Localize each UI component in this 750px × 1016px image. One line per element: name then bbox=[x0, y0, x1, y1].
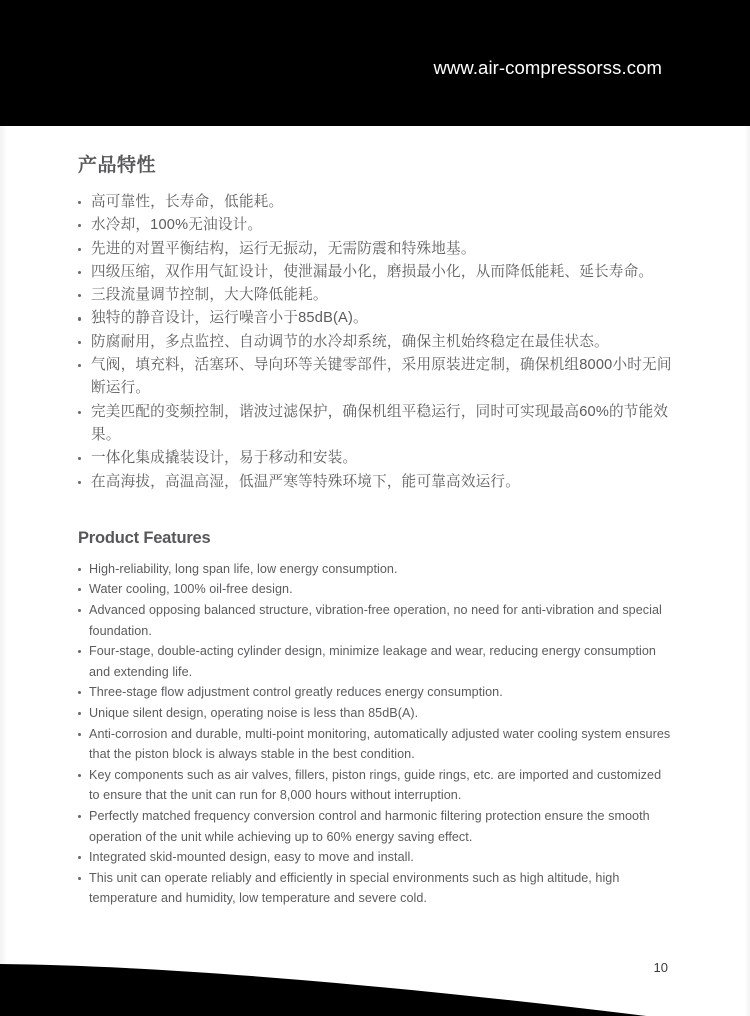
list-item: 先进的对置平衡结构，运行无振动，无需防震和特殊地基。 bbox=[78, 238, 674, 261]
section-spacer bbox=[78, 494, 674, 529]
website-url: www.air-compressorss.com bbox=[433, 57, 662, 78]
list-item: 高可靠性，长寿命，低能耗。 bbox=[78, 191, 674, 214]
section-title-chinese: 产品特性 bbox=[78, 155, 157, 176]
footer-swoosh-decoration bbox=[0, 936, 750, 1016]
list-item: 三段流量调节控制，大大降低能耗。 bbox=[78, 284, 674, 307]
list-item: 一体化集成撬装设计，易于移动和安装。 bbox=[78, 447, 674, 470]
page-edge-shadow-left bbox=[0, 126, 7, 1016]
list-item: Three-stage flow adjustment control greatly reduces energy consumption. bbox=[78, 682, 674, 703]
list-item: Anti-corrosion and durable, multi-point monitoring, automatically adjusted water cooling system ensures that the piston block is always stable in the best condition. bbox=[78, 724, 674, 765]
list-item: 在高海拔，高温高湿，低温严寒等特殊环境下，能可靠高效运行。 bbox=[78, 471, 674, 494]
list-item: Advanced opposing balanced structure, vibration-free operation, no need for anti-vibration and special foundation. bbox=[78, 600, 674, 641]
list-item: 四级压缩，双作用气缸设计，使泄漏最小化，磨损最小化，从而降低能耗、延长寿命。 bbox=[78, 261, 674, 284]
feature-list-chinese bbox=[78, 191, 674, 494]
list-item: Unique silent design, operating noise is less than 85dB(A). bbox=[78, 703, 674, 724]
list-item: Water cooling, 100% oil-free design. bbox=[78, 579, 674, 600]
list-item: 水冷却，100%无油设计。 bbox=[78, 214, 674, 237]
list-item: Four-stage, double-acting cylinder design, minimize leakage and wear, reducing energy consumption and extending life. bbox=[78, 641, 674, 682]
page-edge-shadow-right bbox=[744, 126, 750, 1016]
list-item: This unit can operate reliably and efficiently in special environments such as high altitude, high temperature and humidity, low temperature and severe cold. bbox=[78, 868, 674, 909]
list-item: 防腐耐用，多点监控、自动调节的水冷却系统，确保主机始终稳定在最佳状态。 bbox=[78, 331, 674, 354]
list-item: Key components such as air valves, fillers, piston rings, guide rings, etc. are imported and customized to ensure that the unit can run for 8,000 hours without interruption. bbox=[78, 765, 674, 806]
list-item: High-reliability, long span life, low energy consumption. bbox=[78, 559, 674, 580]
section-title-english: Product Features bbox=[78, 528, 211, 547]
page-content bbox=[78, 150, 674, 909]
page-number: 10 bbox=[653, 960, 668, 975]
list-item: 独特的静音设计，运行噪音小于85dB(A)。 bbox=[78, 307, 674, 330]
list-item: Integrated skid-mounted design, easy to move and install. bbox=[78, 847, 674, 868]
list-item: 气阀，填充料，活塞环、导向环等关键零部件，采用原装进定制，确保机组8000小时无间断运行。 bbox=[78, 354, 674, 401]
list-item: Perfectly matched frequency conversion control and harmonic filtering protection ensure the smooth operation of the unit while achieving up to 60% energy saving effect. bbox=[78, 806, 674, 847]
feature-list-english bbox=[78, 559, 674, 909]
list-item: 完美匹配的变频控制，谐波过滤保护，确保机组平稳运行，同时可实现最高60%的节能效果。 bbox=[78, 401, 674, 448]
